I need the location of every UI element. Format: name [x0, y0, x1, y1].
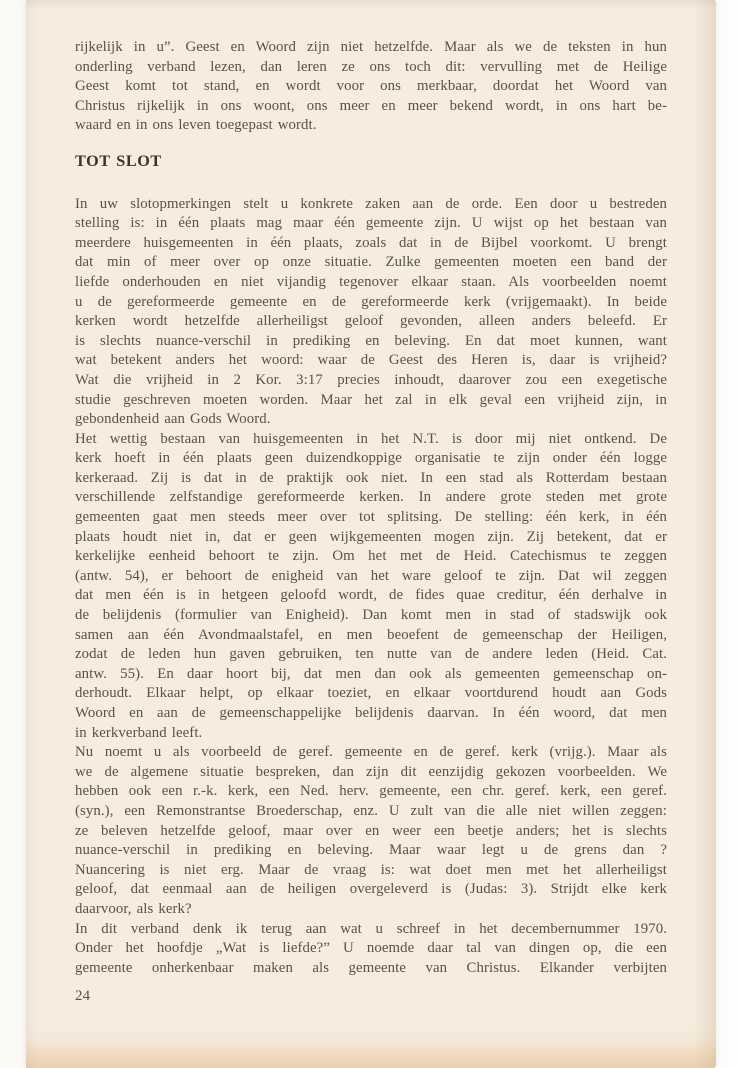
text-line: kerk hoeft in één plaats geen duizendkoppige organisatie te zijn onder één logge	[75, 450, 667, 467]
text-line: plaats houdt niet in, dat er geen wijkgemeenten mogen zijn. Zij betekent, dat er	[75, 528, 667, 545]
text-line: daarvoor, als kerk?	[75, 900, 192, 917]
text-line: samen aan één Avondmaalstafel, en men beoefent de gemeenschap der Heiligen,	[75, 626, 667, 643]
text-line: gebondenheid aan Gods Woord.	[75, 411, 271, 428]
text-line: (antw. 54), er behoort de enigheid van het ware geloof te zijn. Dat wil zeggen	[75, 567, 667, 584]
text-line: is slechts nuance-verschil in prediking en beleving. En dat moet kunnen, want	[75, 332, 667, 349]
text-line: Geest komt tot stand, en wordt voor ons merkbaar, doordat het Woord van	[75, 78, 667, 95]
text-line: zodat de leden hun gaven gebruiken, ten nutte van de andere leden (Heid. Cat.	[75, 646, 667, 663]
text-line: Het wettig bestaan van huisgemeenten in het N.T. is door mij niet ontkend. De	[75, 430, 667, 447]
text-line: meerdere huisgemeenten in één plaats, zoals dat in de Bijbel voorkomt. U brengt	[75, 234, 667, 251]
text-line: kerkeraad. Zij is dat in de praktijk ook niet. In een stad als Rotterdam bestaan	[75, 469, 667, 486]
text-line: waard en in ons leven toegepast wordt.	[75, 117, 317, 134]
text-line: studie geschreven moeten worden. Maar het zal in elk geval een vrijheid zijn, in	[75, 391, 667, 408]
text-line: derhoudt. Elkaar helpt, op elkaar toeziet, en elkaar voortdurend houdt aan Gods	[75, 685, 667, 702]
text-line: u de gereformeerde gemeente en de gereformeerde kerk (vrijgemaakt). In beide	[75, 293, 667, 310]
book-page	[26, 0, 716, 1068]
text-line: kerken wordt hetzelfde allerheiligst geloof gevonden, alleen anders beleefd. Er	[75, 313, 667, 330]
paragraph	[75, 743, 667, 861]
text-line: ze beleven hetzelfde geloof, maar over en weer een beetje anders; het is slechts	[75, 822, 667, 839]
text-line: verschillende zelfstandige gereformeerde kerken. In andere grote steden met grote	[75, 489, 667, 506]
text-line: stelling is: in één plaats mag maar één gemeente zijn. U wijst op het bestaan van	[75, 215, 667, 232]
text-line: liefde onderhouden en niet vijandig tegenover elkaar staan. Als voorbeelden noemt	[75, 273, 667, 290]
paragraph	[75, 861, 667, 920]
text-line: In dit verband denk ik terug aan wat u schreef in het decembernummer 1970.	[75, 920, 667, 937]
text-line: dat men één is in hetgeen geloofd wordt, de fides quae creditur, één derhalve in	[75, 587, 667, 604]
text-line: hebben ook een r.-k. kerk, een Ned. herv. gemeente, een chr. geref. kerk, een geref.	[75, 783, 667, 800]
section-heading: TOT SLOT	[75, 151, 162, 170]
text-line: in kerkverband leeft.	[75, 724, 203, 741]
paragraph	[75, 371, 667, 430]
text-line: dat min of meer over op onze situatie. Zulke gemeenten moeten een band der	[75, 254, 667, 271]
text-line: Wat die vrijheid in 2 Kor. 3:17 precies inhoudt, daarover zou een exegetische	[75, 371, 667, 388]
text-line: nuance-verschil in prediking en beleving. Maar waar legt u de grens dan ?	[75, 842, 667, 859]
text-column	[75, 38, 667, 1007]
text-line: gemeenten gaat men steeds meer over tot splitsing. De stelling: één kerk, in één	[75, 509, 667, 526]
text-line: geloof, dat eenmaal aan de heiligen overgeleverd is (Judas: 3). Strijdt elke kerk	[75, 881, 667, 898]
text-line: de belijdenis (formulier van Enigheid). Dan komt men in stad of stadswijk ook	[75, 607, 667, 624]
text-line: gemeente onherkenbaar maken als gemeente van Christus. Elkander verbijten	[75, 959, 667, 976]
text-line: Woord en aan de gemeenschappelijke belijdenis daarvan. In één woord, dat men	[75, 705, 667, 721]
text-line: (syn.), een Remonstrantse Broederschap, enz. U zult van die alle niet willen zeggen:	[75, 802, 667, 819]
paragraph	[75, 195, 667, 371]
text-line: Nu noemt u als voorbeeld de geref. gemeente en de geref. kerk (vrijg.). Maar als	[75, 744, 667, 761]
paragraph	[75, 920, 667, 979]
text-line: Christus rijkelijk in ons woont, ons meer en meer bekend wordt, in ons hart be-	[75, 97, 667, 114]
text-line: rijkelijk in u”. Geest en Woord zijn niet hetzelfde. Maar als we de teksten in hun	[75, 39, 667, 55]
text-line: kerkelijke eenheid behoort te zijn. Om het met de Heid. Catechismus te zeggen	[75, 548, 667, 565]
paragraph	[75, 430, 667, 744]
text-line: onderling verband lezen, dan leren ze ons toch dit: vervulling met de Heilige	[75, 58, 667, 75]
text-line: Nuancering is niet erg. Maar de vraag is: wat doet men met het allerheiligst	[75, 861, 667, 878]
text-line: In uw slotopmerkingen stelt u konkrete zaken aan de orde. Een door u bestreden	[75, 195, 667, 212]
text-line: wat betekent anders het woord: waar de Geest des Heren is, daar is vrijheid?	[75, 352, 667, 369]
text-line: Onder het hoofdje „Wat is liefde?” U noemde daar tal van dingen op, die een	[75, 940, 667, 957]
text-line: we de algemene situatie bespreken, dan zijn dit eenzijdig gekozen voorbeelden. We	[75, 763, 667, 780]
text-line: antw. 55). En daar hoort bij, dat men dan ook als gemeenten gemeenschap on-	[75, 665, 667, 682]
page-number: 24	[75, 988, 91, 1005]
paragraph	[75, 38, 667, 136]
